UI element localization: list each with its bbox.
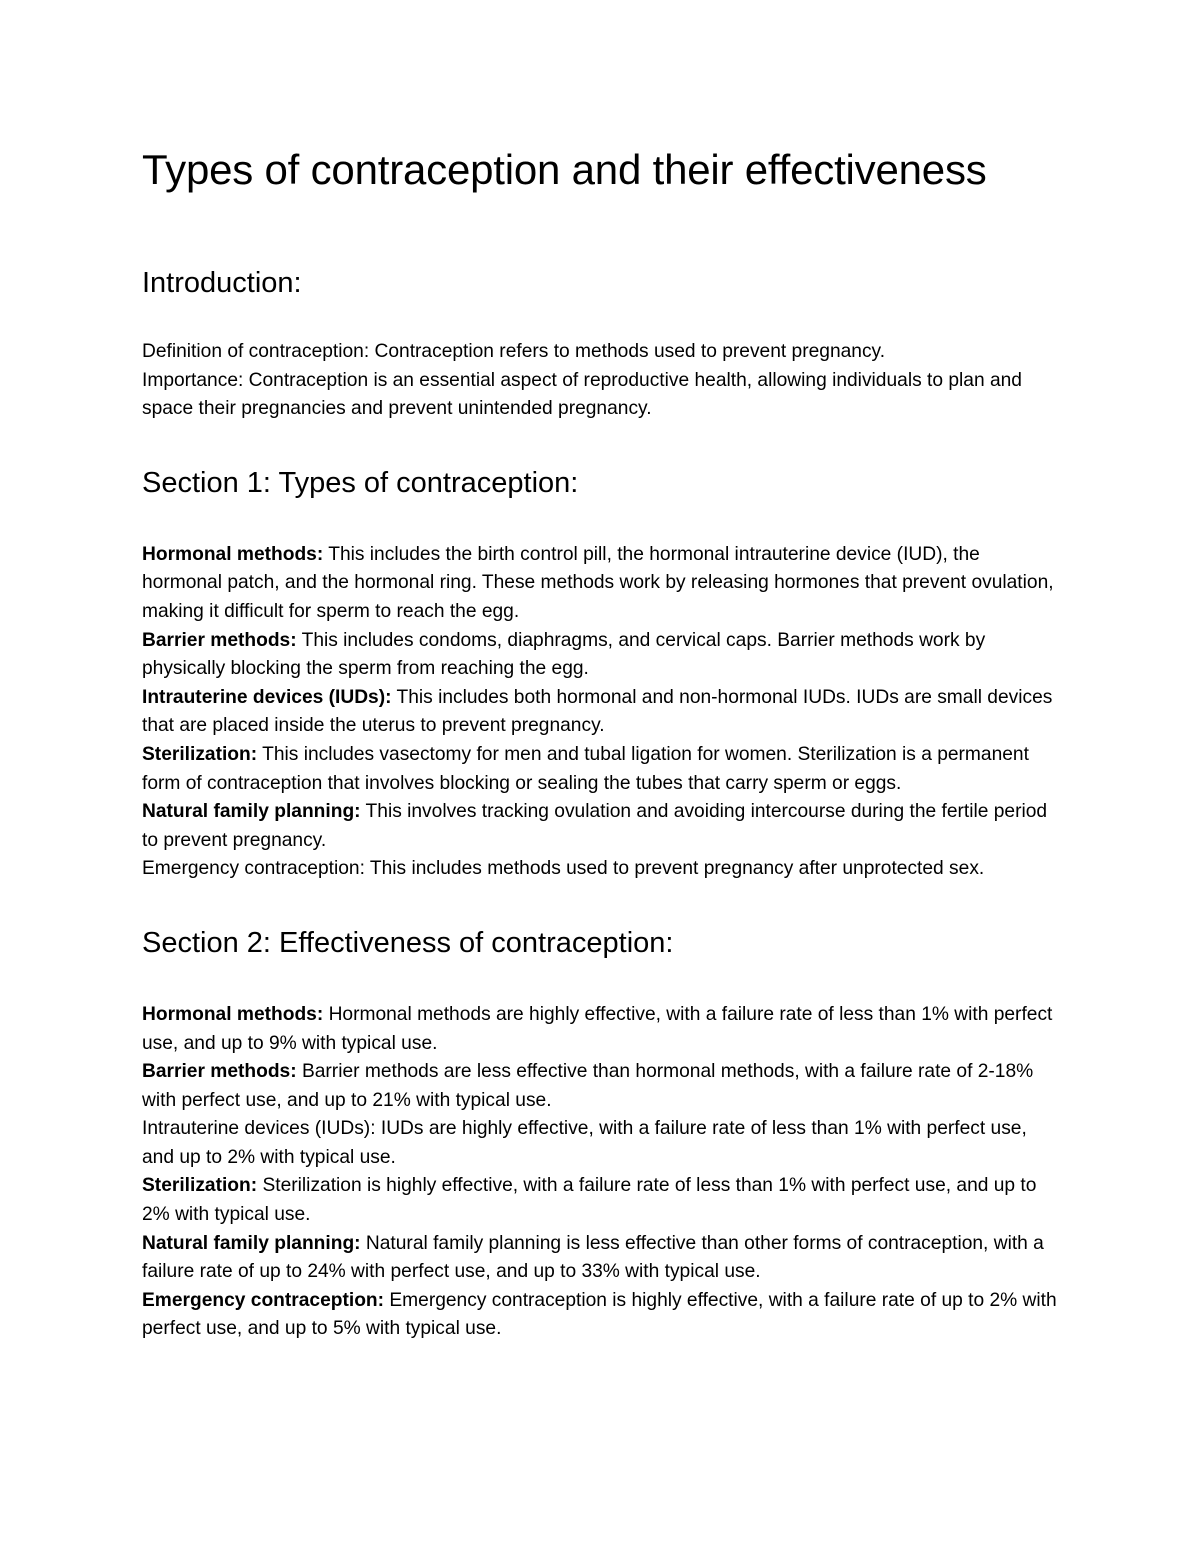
section2-body [142, 1001, 1058, 1344]
term-description: This includes the birth control pill, the hormonal intrauterine device (IUD), the hormonal patch, and the hormonal ring. These methods work by releasing hormones that prevent ovulation, making it difficult for sperm to reach the egg. [142, 543, 1054, 622]
introduction-heading: Introduction: [142, 267, 302, 299]
term-label: Barrier methods: [142, 1061, 297, 1083]
s2-hormonal-methods-paragraph [142, 1001, 1058, 1058]
s1-hormonal-methods-paragraph [142, 541, 1058, 627]
term-description: This involves tracking ovulation and avoiding intercourse during the fertile period to prevent pregnancy. [142, 801, 1048, 851]
introduction-body [142, 338, 1058, 424]
term-description: Natural family planning is less effective than other forms of contraception, with a failure rate of up to 24% with perfect use, and up to 33% with typical use. [142, 1232, 1044, 1283]
s1-natural-family-planning-paragraph [142, 798, 1058, 855]
term-description: Intrauterine devices (IUDs): IUDs are highly effective, with a failure rate of less than 1% with perfect use, and up to 2% with typical use. [142, 1118, 1027, 1168]
term-label: Intrauterine devices (IUDs): [142, 686, 392, 708]
term-description: Emergency contraception is highly effective, with a failure rate of up to 2% with perfect use, and up to 5% with typical use. [142, 1289, 1057, 1340]
term-label: Sterilization: [142, 1175, 258, 1197]
intro-definition-paragraph: Definition of contraception: Contraception refers to methods used to prevent pregnancy. [142, 341, 886, 362]
term-description: Barrier methods are less effective than hormonal methods, with a failure rate of 2-18% with perfect use, and up to 21% with typical use. [142, 1061, 1034, 1111]
section1-heading: Section 1: Types of contraception: [142, 466, 579, 499]
term-label: Hormonal methods: [142, 543, 324, 565]
term-description: Emergency contraception: This includes methods used to prevent pregnancy after unprotected sex. [142, 858, 985, 880]
s1-emergency-contraception-paragraph [142, 855, 1058, 884]
term-label: Sterilization: [142, 743, 258, 765]
term-label: Barrier methods: [142, 629, 297, 651]
term-description: Hormonal methods are highly effective, with a failure rate of less than 1% with perfect use, and up to 9% with typical use. [142, 1003, 1053, 1054]
term-label: Natural family planning: [142, 1232, 361, 1254]
term-label: Emergency contraception: [142, 1289, 385, 1311]
s1-sterilization-paragraph [142, 741, 1058, 798]
term-description: This includes vasectomy for men and tubal ligation for women. Sterilization is a permanent form of contraception that involves blocking or sealing the tubes that carry sperm or eggs. [142, 743, 1029, 794]
s2-iud-paragraph [142, 1115, 1058, 1172]
s1-iud-paragraph [142, 684, 1058, 741]
s1-barrier-methods-paragraph [142, 627, 1058, 684]
section2-heading: Section 2: Effectiveness of contraception: [142, 926, 674, 959]
term-label: Natural family planning: [142, 801, 361, 823]
intro-importance-paragraph: Importance: Contraception is an essential aspect of reproductive health, allowing individuals to plan and space their pregnancies and prevent unintended pregnancy. [142, 369, 1022, 420]
s2-barrier-methods-paragraph [142, 1058, 1058, 1115]
term-description: Sterilization is highly effective, with a failure rate of less than 1% with perfect use, and up to 2% with typical use. [142, 1175, 1037, 1226]
term-label: Hormonal methods: [142, 1003, 324, 1025]
document-title: Types of contraception and their effectiveness [142, 146, 987, 193]
s2-sterilization-paragraph [142, 1172, 1058, 1229]
section1-body [142, 541, 1058, 884]
term-description: This includes condoms, diaphragms, and cervical caps. Barrier methods work by physically blocking the sperm from reaching the egg. [142, 629, 986, 680]
s2-emergency-contraception-paragraph [142, 1287, 1058, 1344]
s2-natural-family-planning-paragraph [142, 1230, 1058, 1287]
term-description: This includes both hormonal and non-hormonal IUDs. IUDs are small devices that are placed inside the uterus to prevent pregnancy. [142, 686, 1053, 737]
